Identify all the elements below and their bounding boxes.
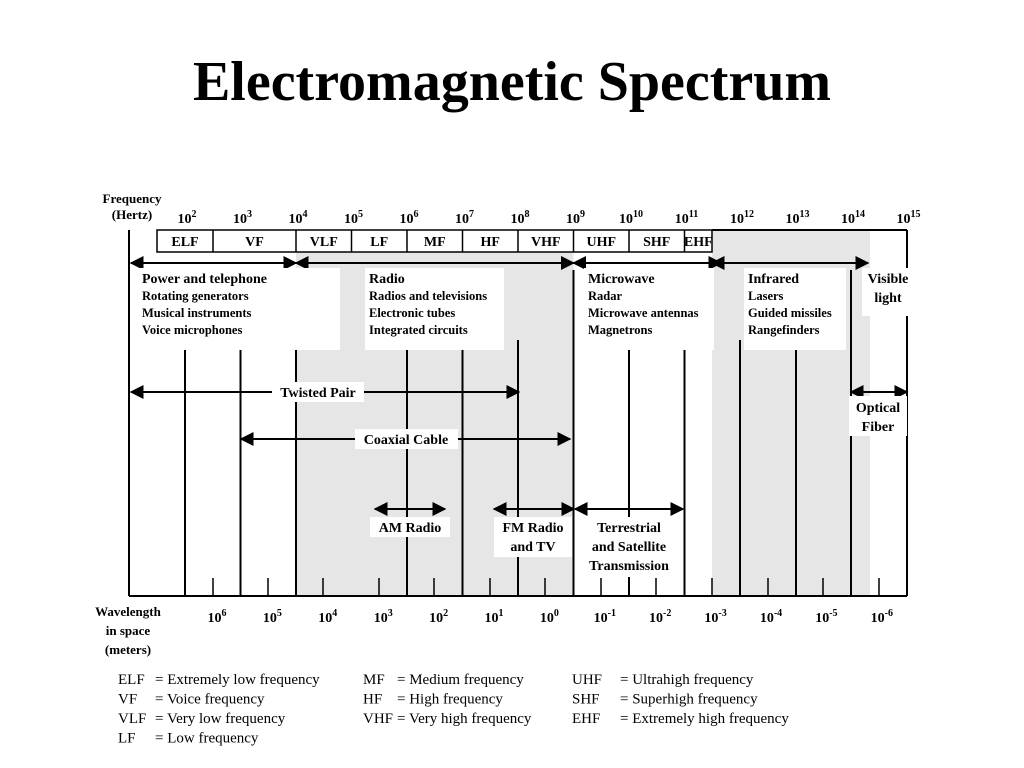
legend-abbr: VLF bbox=[118, 711, 147, 727]
region-heading: Visible bbox=[867, 272, 909, 287]
frequency-tick-label-exp: 8 bbox=[524, 209, 530, 220]
wavelength-axis-label: in space bbox=[105, 623, 151, 638]
legend-definition: = Extremely high frequency bbox=[620, 711, 789, 727]
wavelength-tick-label-base: 10 bbox=[649, 611, 664, 626]
legend-definition: = Very low frequency bbox=[155, 711, 286, 727]
region-item: Voice microphones bbox=[142, 323, 243, 337]
wavelength-tick-label-base: 10 bbox=[815, 611, 830, 626]
region-item: Guided missiles bbox=[748, 306, 832, 320]
wavelength-tick-label-exp: 4 bbox=[332, 608, 338, 619]
frequency-tick-label-exp: 5 bbox=[358, 209, 363, 220]
legend-definition: = Low frequency bbox=[155, 730, 259, 747]
wavelength-tick-label-base: 10 bbox=[429, 611, 444, 626]
frequency-tick-label bbox=[344, 209, 363, 227]
wavelength-tick-label-base: 10 bbox=[207, 611, 222, 626]
band-label-vhf: VHF bbox=[530, 235, 561, 250]
optical-fiber-label: Fiber bbox=[861, 420, 895, 435]
legend-definition: = Ultrahigh frequency bbox=[620, 672, 754, 688]
wavelength-tick-label-exp: 1 bbox=[498, 608, 504, 619]
fm-radio-label: FM Radio bbox=[502, 521, 564, 536]
wavelength-tick-label-exp: 5 bbox=[276, 608, 282, 619]
region-item: Lasers bbox=[748, 289, 784, 303]
wavelength-tick-label bbox=[760, 608, 782, 626]
frequency-tick-label bbox=[233, 209, 252, 227]
region-item: Electronic tubes bbox=[369, 306, 456, 320]
legend-abbr: UHF bbox=[572, 672, 603, 688]
frequency-tick-label-exp: 6 bbox=[413, 209, 419, 220]
band-label-ehf: EHF bbox=[683, 235, 713, 250]
wavelength-axis-label: Wavelength bbox=[95, 604, 161, 619]
legend-abbr: MF bbox=[363, 672, 385, 688]
frequency-tick-label-base: 10 bbox=[510, 212, 525, 227]
region-item: Rangefinders bbox=[748, 323, 820, 337]
region-heading: Infrared bbox=[748, 272, 800, 287]
wavelength-tick-label-exp: -3 bbox=[718, 608, 727, 619]
band-label-hf: HF bbox=[480, 235, 500, 250]
frequency-tick-label-base: 10 bbox=[566, 212, 580, 227]
frequency-tick-label-base: 10 bbox=[233, 212, 247, 227]
wavelength-tick-label-exp: 6 bbox=[221, 608, 227, 619]
frequency-tick-label-base: 10 bbox=[177, 212, 192, 227]
frequency-tick-label bbox=[400, 209, 419, 227]
wavelength-tick-label-exp: -1 bbox=[607, 608, 616, 619]
legend-abbr: VHF bbox=[363, 711, 394, 727]
band-label-uhf: UHF bbox=[586, 235, 617, 250]
legend-definition: = Extremely low frequency bbox=[155, 672, 320, 688]
frequency-axis-label: (Hertz) bbox=[111, 207, 153, 222]
frequency-tick-label bbox=[619, 209, 643, 227]
frequency-tick-label-exp: 10 bbox=[633, 209, 643, 220]
wavelength-tick-label-base: 10 bbox=[262, 611, 277, 626]
frequency-tick-label-exp: 4 bbox=[302, 209, 308, 220]
frequency-tick-label-base: 10 bbox=[785, 212, 800, 227]
frequency-axis-label: Frequency bbox=[102, 191, 162, 206]
band-label-elf: ELF bbox=[171, 235, 199, 250]
wavelength-tick-label-exp: -2 bbox=[663, 608, 672, 619]
region-item: light bbox=[874, 291, 902, 306]
wavelength-tick-label bbox=[485, 608, 504, 626]
coaxial-cable-label: Coaxial Cable bbox=[363, 433, 449, 448]
region-heading: Power and telephone bbox=[142, 272, 267, 287]
wavelength-tick-label bbox=[594, 608, 616, 626]
band-label-vlf: VLF bbox=[309, 235, 338, 250]
region-item: Magnetrons bbox=[588, 323, 653, 337]
frequency-tick-label bbox=[289, 209, 308, 227]
frequency-tick-label-base: 10 bbox=[399, 212, 414, 227]
frequency-tick-label-base: 10 bbox=[619, 212, 633, 227]
region-item: Integrated circuits bbox=[369, 323, 468, 337]
frequency-tick-label-base: 10 bbox=[288, 212, 303, 227]
wavelength-tick-label bbox=[540, 608, 559, 626]
legend-definition: = Superhigh frequency bbox=[620, 691, 758, 708]
frequency-tick-label-exp: 14 bbox=[855, 209, 865, 220]
region-item: Radar bbox=[588, 289, 623, 303]
frequency-tick-label bbox=[897, 209, 921, 227]
frequency-tick-label-base: 10 bbox=[455, 212, 469, 227]
terrestrial-label: and Satellite bbox=[591, 540, 667, 555]
wavelength-tick-label-base: 10 bbox=[704, 611, 719, 626]
wavelength-tick-label-base: 10 bbox=[759, 611, 774, 626]
frequency-tick-label-exp: 7 bbox=[469, 209, 474, 220]
page-title: Electromagnetic Spectrum bbox=[192, 51, 832, 113]
wavelength-tick-label bbox=[649, 608, 671, 626]
frequency-tick-label-base: 10 bbox=[730, 212, 744, 227]
frequency-tick-label bbox=[566, 209, 585, 227]
frequency-tick-label-base: 10 bbox=[674, 212, 689, 227]
wavelength-tick-label bbox=[263, 608, 282, 626]
terrestrial-label: Transmission bbox=[589, 559, 669, 574]
region-item: Rotating generators bbox=[142, 289, 249, 303]
region-item: Musical instruments bbox=[142, 306, 252, 320]
frequency-tick-label-base: 10 bbox=[841, 212, 855, 227]
legend-abbr: SHF bbox=[572, 691, 600, 708]
frequency-tick-label bbox=[455, 209, 474, 227]
frequency-tick-label-exp: 9 bbox=[580, 209, 585, 220]
legend-definition: = Very high frequency bbox=[397, 711, 532, 727]
frequency-tick-label-base: 10 bbox=[344, 212, 358, 227]
wavelength-axis-label: (meters) bbox=[104, 642, 152, 657]
wavelength-tick-label-base: 10 bbox=[870, 611, 885, 626]
terrestrial-label: Terrestrial bbox=[597, 521, 661, 536]
wavelength-tick-label bbox=[704, 608, 726, 626]
band-label-lf: LF bbox=[370, 235, 389, 250]
region-heading: Radio bbox=[369, 272, 405, 287]
wavelength-tick-label-exp: 0 bbox=[553, 608, 559, 619]
wavelength-tick-label bbox=[871, 608, 893, 626]
am-radio-label: AM Radio bbox=[378, 521, 442, 536]
wavelength-tick-label-base: 10 bbox=[318, 611, 333, 626]
wavelength-tick-label-base: 10 bbox=[593, 611, 608, 626]
optical-fiber-label: Optical bbox=[855, 401, 901, 416]
frequency-tick-label bbox=[511, 209, 530, 227]
wavelength-tick-label bbox=[815, 608, 837, 626]
wavelength-tick-label-exp: -4 bbox=[773, 608, 783, 619]
legend-definition: = Voice frequency bbox=[155, 691, 265, 708]
wavelength-tick-label-exp: -6 bbox=[884, 608, 893, 619]
legend-definition: = High frequency bbox=[397, 691, 503, 708]
frequency-tick-label bbox=[841, 209, 865, 227]
band-label-mf: MF bbox=[423, 235, 446, 250]
frequency-tick-label bbox=[675, 209, 698, 227]
legend-abbr: VF bbox=[118, 691, 138, 708]
frequency-tick-label-exp: 3 bbox=[247, 209, 252, 220]
legend-definition: = Medium frequency bbox=[397, 672, 524, 688]
wavelength-tick-label bbox=[429, 608, 448, 626]
frequency-tick-label bbox=[786, 209, 810, 227]
wavelength-tick-label-base: 10 bbox=[373, 611, 388, 626]
legend-abbr: LF bbox=[118, 730, 136, 747]
fm-radio-label: and TV bbox=[510, 540, 556, 555]
frequency-tick-label-exp: 15 bbox=[910, 209, 921, 220]
frequency-tick-label-exp: 12 bbox=[744, 209, 754, 220]
band-label-shf: SHF bbox=[643, 235, 671, 250]
wavelength-tick-label bbox=[374, 608, 393, 626]
frequency-tick-label-exp: 11 bbox=[688, 209, 699, 220]
wavelength-tick-label-exp: -5 bbox=[829, 608, 838, 619]
wavelength-tick-label bbox=[318, 608, 337, 626]
region-heading: Microwave bbox=[588, 272, 655, 287]
region-item: Radios and televisions bbox=[369, 289, 488, 303]
wavelength-tick-label bbox=[208, 608, 227, 626]
frequency-tick-label-exp: 13 bbox=[799, 209, 810, 220]
wavelength-tick-label-exp: 2 bbox=[443, 608, 449, 619]
frequency-tick-label-base: 10 bbox=[896, 212, 911, 227]
frequency-tick-label-exp: 2 bbox=[191, 209, 197, 220]
wavelength-tick-label-base: 10 bbox=[539, 611, 554, 626]
wavelength-tick-label-exp: 3 bbox=[387, 608, 393, 619]
legend-abbr: ELF bbox=[118, 672, 145, 688]
wavelength-tick-label-base: 10 bbox=[484, 611, 499, 626]
region-item: Microwave antennas bbox=[588, 306, 699, 320]
legend-abbr: HF bbox=[363, 691, 383, 708]
legend-abbr: EHF bbox=[572, 711, 601, 727]
band-label-vf: VF bbox=[245, 235, 264, 250]
frequency-tick-label bbox=[730, 209, 754, 227]
frequency-tick-label bbox=[178, 209, 197, 227]
twisted-pair-label: Twisted Pair bbox=[280, 386, 356, 401]
